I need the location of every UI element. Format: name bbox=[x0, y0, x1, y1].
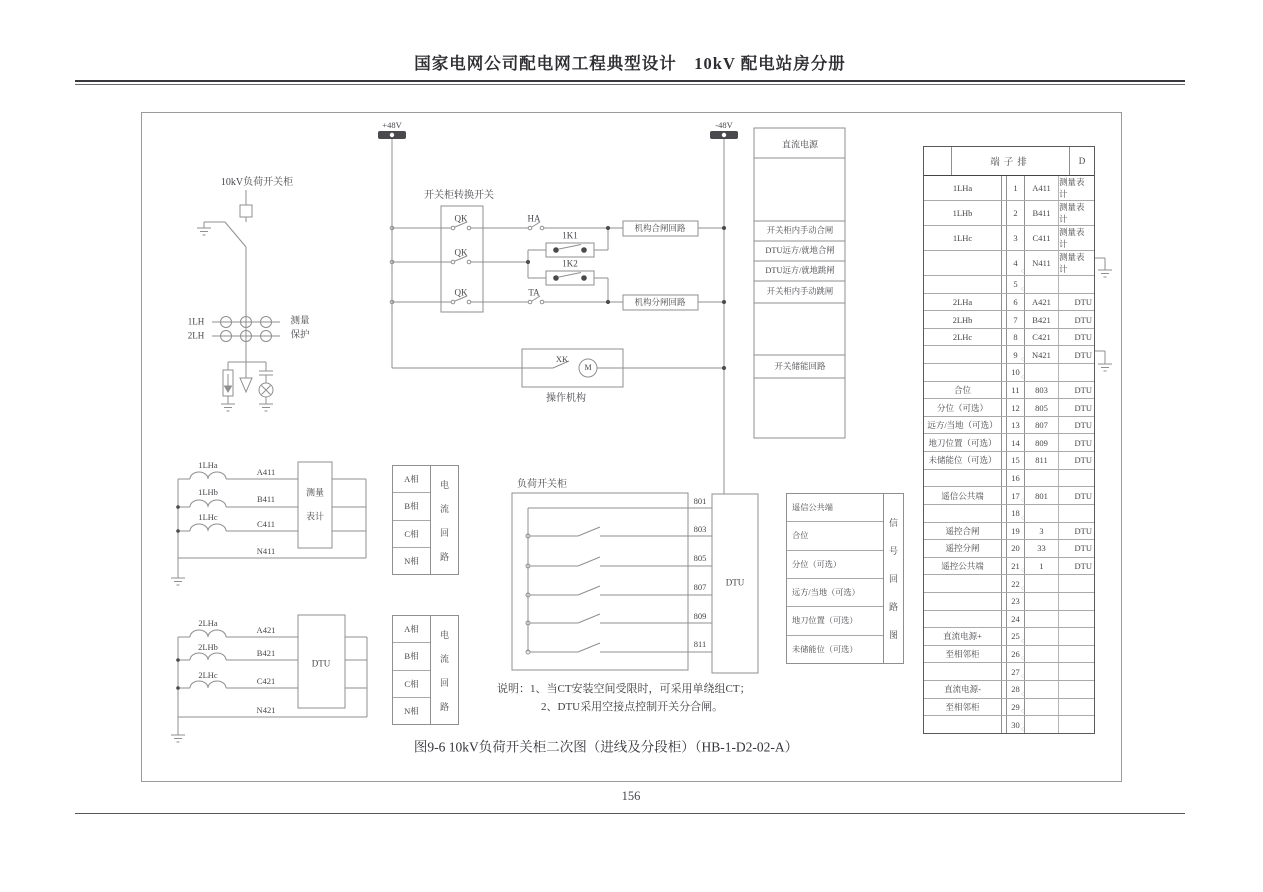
wire-809: 809 bbox=[693, 610, 707, 621]
terminal-header-blank bbox=[924, 147, 952, 175]
terminal-cell-wire: 807 bbox=[1025, 417, 1059, 434]
qk-label-3: QK bbox=[454, 287, 468, 298]
terminal-cell-wire: A421 bbox=[1025, 294, 1059, 311]
terminal-cell-wire: B421 bbox=[1025, 311, 1059, 328]
ct2-phase-a-name: 2LHa bbox=[198, 617, 218, 628]
terminal-cell-destination: 测量表计 bbox=[1059, 252, 1085, 274]
terminal-cell-number: 4 ○ bbox=[1007, 251, 1025, 275]
signal-row-closed: 合位 bbox=[787, 522, 883, 550]
terminal-cell-label bbox=[924, 276, 1002, 293]
terminal-row bbox=[924, 523, 1094, 541]
terminal-cell-destination bbox=[1059, 575, 1094, 592]
relay-1k2-label: 1K2 bbox=[562, 258, 578, 269]
relay-1k1-label: 1K1 bbox=[562, 230, 578, 241]
transfer-switch-label: 开关柜转换开关 bbox=[424, 190, 494, 201]
terminal-cell-number: 5 ○ bbox=[1007, 276, 1025, 293]
terminal-row bbox=[924, 628, 1094, 646]
terminal-cell-label: 远方/当地（可选） bbox=[924, 417, 1002, 434]
terminal-point-icon: ○ bbox=[1021, 567, 1025, 575]
bus-positive-label: +48V bbox=[382, 119, 402, 130]
signal-rows bbox=[787, 494, 884, 663]
terminal-row bbox=[924, 540, 1094, 558]
ct1-wire-b: B411 bbox=[256, 493, 276, 504]
signal-loop-vertical-label: 信 号 回 路 图 bbox=[888, 517, 898, 641]
terminal-cell-wire bbox=[1025, 470, 1059, 487]
phase-rows bbox=[393, 616, 431, 724]
terminal-cell-wire bbox=[1025, 646, 1059, 663]
terminal-cell-wire: 811 bbox=[1025, 452, 1059, 469]
wire-801: 801 bbox=[693, 495, 707, 506]
wire-805: 805 bbox=[693, 552, 707, 563]
ct1-name: 1LH bbox=[187, 316, 205, 327]
signal-row-not-charged: 未储能位（可选） bbox=[792, 644, 858, 654]
terminal-row bbox=[924, 575, 1094, 593]
terminal-point-icon: ○ bbox=[1021, 690, 1025, 698]
closing-circuit-label: 机构合闸回路 bbox=[634, 222, 686, 233]
dc-panel-row-dtu-close: DTU远方/就地合闸 bbox=[765, 245, 835, 255]
terminal-cell-label: 遥控分闸 bbox=[924, 540, 1002, 557]
xk-label: XK bbox=[555, 353, 569, 364]
terminal-cell-number: 26 ○ bbox=[1007, 646, 1025, 663]
footer-rule bbox=[75, 813, 1185, 814]
terminal-cell-label bbox=[924, 611, 1002, 628]
terminal-cell-number: 16 bbox=[1007, 470, 1025, 487]
terminal-cell-number: 21 ○ bbox=[1007, 558, 1025, 575]
terminal-cell-label: 遥控合闸 bbox=[924, 523, 1002, 540]
terminal-table-body bbox=[924, 176, 1094, 733]
terminal-cell-destination: DTU bbox=[1074, 543, 1092, 554]
terminal-row bbox=[924, 294, 1094, 312]
terminal-cell-number: 2 bbox=[1007, 201, 1025, 225]
terminal-cell-wire bbox=[1025, 593, 1059, 610]
terminal-cell-wire bbox=[1025, 505, 1059, 522]
terminal-point-icon: ○ bbox=[1021, 496, 1025, 504]
terminal-cell-label: 直流电源+ bbox=[924, 628, 1002, 645]
terminal-cell-destination bbox=[1059, 716, 1094, 733]
phase-a-row: A相 bbox=[393, 466, 430, 493]
ct1-phase-c-name: 1LHc bbox=[198, 511, 218, 522]
terminal-row bbox=[924, 611, 1094, 629]
terminal-cell-label: 2LHb bbox=[924, 311, 1002, 328]
ct2-wire-b: B421 bbox=[256, 647, 276, 658]
terminal-point-icon: ○ bbox=[1021, 637, 1025, 645]
terminal-cell-label bbox=[924, 716, 1002, 733]
opening-circuit-label: 机构分闸回路 bbox=[634, 296, 686, 307]
terminal-cell-number: 9 ○ bbox=[1007, 346, 1025, 363]
terminal-cell-wire: N411 bbox=[1025, 251, 1059, 275]
terminal-cell-destination: 测量表计 bbox=[1059, 227, 1085, 249]
terminal-cell-label: 2LHa bbox=[924, 294, 1002, 311]
terminal-row bbox=[924, 699, 1094, 717]
load-switch-signals bbox=[512, 493, 758, 673]
terminal-cell-label: 1LHc bbox=[924, 226, 1002, 250]
dc-panel-row-manual-close: 开关柜内手动合闸 bbox=[766, 225, 834, 235]
terminal-cell-label bbox=[924, 364, 1002, 381]
terminal-point-icon: ○ bbox=[1021, 373, 1025, 381]
single-line-diagram bbox=[197, 190, 280, 411]
note-line-1: 说明：1、当CT安装空间受限时，可采用单绕组CT； bbox=[497, 683, 751, 695]
phase-rows bbox=[393, 466, 431, 574]
terminal-header-title: 端子排 bbox=[952, 147, 1070, 175]
terminal-row bbox=[924, 593, 1094, 611]
terminal-cell-destination bbox=[1059, 646, 1094, 663]
terminal-cell-label: 至相邻柜 bbox=[924, 699, 1002, 716]
terminal-cell-destination bbox=[1059, 364, 1094, 381]
terminal-point-icon: ○ bbox=[1021, 514, 1025, 522]
terminal-cell-number: 27 ○ bbox=[1007, 663, 1025, 680]
terminal-row bbox=[924, 311, 1094, 329]
terminal-row bbox=[924, 470, 1094, 488]
terminal-cell-destination: DTU bbox=[1074, 384, 1092, 395]
note-line-2: 2、DTU采用空接点控制开关分合闸。 bbox=[541, 701, 724, 713]
qk-label-1: QK bbox=[454, 213, 468, 224]
terminal-cell-destination bbox=[1059, 699, 1094, 716]
terminal-cell-destination bbox=[1059, 505, 1094, 522]
phase-c-row: C相 bbox=[393, 521, 430, 548]
terminal-row bbox=[924, 716, 1094, 733]
page-header-title: 国家电网公司配电网工程典型设计 10kV 配电站房分册 bbox=[414, 53, 846, 73]
terminal-cell-number: 6 bbox=[1007, 294, 1025, 311]
terminal-cell-number: 25 ○ bbox=[1007, 628, 1025, 645]
terminal-cell-label: 1LHa bbox=[924, 176, 1002, 200]
qk-label-2: QK bbox=[454, 247, 468, 258]
terminal-cell-wire bbox=[1025, 611, 1059, 628]
terminal-row bbox=[924, 663, 1094, 681]
signal-row-earth-switch: 地刀位置（可选） bbox=[787, 607, 883, 635]
ct2-name: 2LH bbox=[187, 330, 205, 341]
terminal-cell-wire: 805 bbox=[1025, 399, 1059, 416]
terminal-cell-label: 地刀位置（可选） bbox=[924, 434, 1002, 451]
protect-label: 保护 bbox=[290, 330, 310, 341]
terminal-row bbox=[924, 251, 1094, 276]
ct1-wire-n: N411 bbox=[256, 545, 276, 556]
single-line-title: 10kV负荷开关柜 bbox=[220, 177, 294, 188]
dtu-box-label: DTU bbox=[725, 577, 745, 588]
terminal-cell-number: 29 ○ bbox=[1007, 699, 1025, 716]
terminal-row bbox=[924, 487, 1094, 505]
dc-panel-row-power: 直流电源 bbox=[781, 139, 819, 150]
terminal-table-header bbox=[924, 147, 1094, 176]
terminal-row bbox=[924, 417, 1094, 435]
terminal-row bbox=[924, 558, 1094, 576]
terminal-cell-label bbox=[924, 505, 1002, 522]
measure-label: 测量 bbox=[290, 316, 310, 327]
terminal-cell-wire bbox=[1025, 663, 1059, 680]
terminal-cell-wire bbox=[1025, 699, 1059, 716]
terminal-row bbox=[924, 276, 1094, 294]
terminal-point-icon: ○ bbox=[1021, 725, 1025, 733]
terminal-cell-label bbox=[924, 663, 1002, 680]
terminal-row bbox=[924, 681, 1094, 699]
terminal-cell-destination bbox=[1059, 593, 1094, 610]
current-loop-vertical-label: 电 流 回 路 bbox=[439, 629, 449, 712]
ta-label: TA bbox=[528, 287, 540, 298]
terminal-point-icon: ○ bbox=[1021, 285, 1025, 293]
signal-row-open: 分位（可选） bbox=[787, 551, 883, 579]
signal-row-common: 遥信公共端 bbox=[787, 494, 883, 522]
terminal-row bbox=[924, 364, 1094, 382]
terminal-cell-destination: DTU bbox=[1074, 561, 1092, 572]
terminal-header-col-d: D bbox=[1078, 156, 1086, 166]
terminal-cell-number: 1 bbox=[1007, 176, 1025, 200]
terminal-cell-number: 30 ○ bbox=[1007, 716, 1025, 733]
terminal-cell-wire: 33 bbox=[1025, 540, 1059, 557]
terminal-cell-number: 18 ○ bbox=[1007, 505, 1025, 522]
wire-811: 811 bbox=[693, 638, 707, 649]
terminal-row bbox=[924, 329, 1094, 347]
terminal-cell-label: 合位 bbox=[924, 382, 1002, 399]
terminal-cell-destination: DTU bbox=[1074, 490, 1092, 501]
terminal-cell-number: 13 bbox=[1007, 417, 1025, 434]
terminal-point-icon: ○ bbox=[1021, 268, 1025, 275]
terminal-point-icon: ○ bbox=[1021, 708, 1025, 716]
terminal-cell-wire: N421 bbox=[1025, 346, 1059, 363]
ct1-wire-a: A411 bbox=[256, 466, 276, 477]
phase-n-row: N相 bbox=[404, 555, 419, 566]
terminal-grounds bbox=[1093, 258, 1112, 371]
terminal-cell-wire: 801 bbox=[1025, 487, 1059, 504]
terminal-cell-label: 未储能位（可选） bbox=[924, 452, 1002, 469]
terminal-row bbox=[924, 382, 1094, 400]
terminal-cell-label: 遥控公共端 bbox=[924, 558, 1002, 575]
terminal-cell-number: 23 bbox=[1007, 593, 1025, 610]
ct1-wire-c: C411 bbox=[256, 518, 276, 529]
motor-label: M bbox=[584, 363, 592, 372]
terminal-cell-number: 11 bbox=[1007, 382, 1025, 399]
terminal-cell-label bbox=[924, 593, 1002, 610]
terminal-cell-destination: DTU bbox=[1074, 420, 1092, 431]
terminal-cell-wire: B411 bbox=[1025, 201, 1059, 225]
terminal-cell-label bbox=[924, 470, 1002, 487]
terminal-cell-number: 17 ○ bbox=[1007, 487, 1025, 504]
terminal-cell-wire: C411 bbox=[1025, 226, 1059, 250]
terminal-cell-destination: DTU bbox=[1074, 332, 1092, 343]
terminal-cell-number: 8 bbox=[1007, 329, 1025, 346]
mechanism-label: 操作机构 bbox=[546, 393, 586, 404]
terminal-point-icon: ○ bbox=[1021, 655, 1025, 663]
terminal-cell-label: 直流电源- bbox=[924, 681, 1002, 698]
ct2-phase-c-name: 2LHc bbox=[198, 669, 218, 680]
terminal-cell-destination: DTU bbox=[1074, 437, 1092, 448]
terminal-cell-wire bbox=[1025, 681, 1059, 698]
dc-panel-box bbox=[754, 128, 845, 438]
terminal-cell-destination bbox=[1059, 663, 1094, 680]
current-loop-legend-1 bbox=[392, 465, 459, 575]
terminal-row bbox=[924, 176, 1094, 201]
dc-panel-row-dtu-trip: DTU远方/就地跳闸 bbox=[765, 265, 835, 275]
terminal-cell-label bbox=[924, 251, 1002, 275]
terminal-cell-label: 至相邻柜 bbox=[924, 646, 1002, 663]
terminal-cell-wire bbox=[1025, 364, 1059, 381]
bus-negative-label: -48V bbox=[715, 119, 733, 130]
dc-panel-row-manual-trip: 开关柜内手动跳闸 bbox=[766, 286, 834, 296]
terminal-cell-number: 20 bbox=[1007, 540, 1025, 557]
terminal-cell-number: 14 bbox=[1007, 434, 1025, 451]
figure-caption: 图9-6 10kV负荷开关柜二次图（进线及分段柜）（HB-1-D2-02-A） bbox=[413, 739, 799, 755]
signal-row-remote-local: 远方/当地（可选） bbox=[787, 579, 883, 607]
meter-box-line2: 表计 bbox=[305, 511, 325, 522]
terminal-cell-number: 15 bbox=[1007, 452, 1025, 469]
terminal-cell-label bbox=[924, 575, 1002, 592]
terminal-cell-destination: DTU bbox=[1074, 296, 1092, 307]
phase-n-row: N相 bbox=[404, 705, 419, 716]
ct1-phase-b-name: 1LHb bbox=[198, 486, 218, 497]
wire-807: 807 bbox=[693, 581, 707, 592]
terminal-strip-table bbox=[923, 146, 1095, 734]
terminal-cell-destination: 测量表计 bbox=[1059, 177, 1085, 199]
terminal-cell-label: 2LHc bbox=[924, 329, 1002, 346]
load-switch-title: 负荷开关柜 bbox=[517, 479, 567, 490]
ct2-phase-b-name: 2LHb bbox=[198, 641, 218, 652]
terminal-row bbox=[924, 505, 1094, 523]
terminal-cell-destination bbox=[1059, 470, 1094, 487]
terminal-row bbox=[924, 346, 1094, 364]
terminal-cell-wire bbox=[1025, 716, 1059, 733]
terminal-cell-wire: A411 bbox=[1025, 176, 1059, 200]
terminal-point-icon: ○ bbox=[1021, 584, 1025, 592]
terminal-cell-destination bbox=[1059, 628, 1094, 645]
ct2-wire-n: N421 bbox=[256, 704, 276, 715]
phase-b-row: B相 bbox=[393, 643, 430, 670]
terminal-cell-wire bbox=[1025, 575, 1059, 592]
ct2-wire-a: A421 bbox=[256, 624, 276, 635]
dc-panel-row-energy: 开关储能回路 bbox=[774, 360, 826, 371]
page-number: 156 bbox=[621, 788, 641, 803]
terminal-cell-destination bbox=[1059, 276, 1094, 293]
terminal-cell-label bbox=[924, 346, 1002, 363]
terminal-cell-label: 分位（可选） bbox=[924, 399, 1002, 416]
terminal-cell-destination: DTU bbox=[1074, 455, 1092, 466]
terminal-cell-number: 10 ○ bbox=[1007, 364, 1025, 381]
terminal-cell-number: 19 bbox=[1007, 523, 1025, 540]
terminal-cell-wire: 3 bbox=[1025, 523, 1059, 540]
terminal-cell-destination: DTU bbox=[1074, 525, 1092, 536]
ct1-phase-a-name: 1LHa bbox=[198, 459, 218, 470]
phase-b-row: B相 bbox=[393, 493, 430, 520]
terminal-cell-destination bbox=[1059, 681, 1094, 698]
current-loop-vertical-label: 电 流 回 路 bbox=[439, 479, 449, 562]
terminal-cell-wire: 803 bbox=[1025, 382, 1059, 399]
terminal-cell-label: 遥信公共端 bbox=[924, 487, 1002, 504]
wire-803: 803 bbox=[693, 523, 707, 534]
meter-box-line1: 测量 bbox=[305, 487, 325, 498]
terminal-cell-number: 22 ○ bbox=[1007, 575, 1025, 592]
terminal-row bbox=[924, 452, 1094, 470]
terminal-cell-number: 12 bbox=[1007, 399, 1025, 416]
ct2-wire-c: C421 bbox=[256, 675, 276, 686]
ct2-dtu-box-label: DTU bbox=[311, 658, 331, 669]
terminal-cell-destination: DTU bbox=[1074, 314, 1092, 325]
current-loop-legend-2 bbox=[392, 615, 459, 725]
terminal-row bbox=[924, 434, 1094, 452]
terminal-cell-number: 3 bbox=[1007, 226, 1025, 250]
phase-a-row: A相 bbox=[393, 616, 430, 643]
terminal-row bbox=[924, 399, 1094, 417]
terminal-cell-destination: DTU bbox=[1074, 349, 1092, 360]
phase-c-row: C相 bbox=[393, 671, 430, 698]
terminal-cell-number: 24 bbox=[1007, 611, 1025, 628]
terminal-cell-wire bbox=[1025, 628, 1059, 645]
terminal-point-icon: ○ bbox=[1021, 356, 1025, 364]
signal-circuit-legend bbox=[786, 493, 904, 664]
terminal-cell-label: 1LHb bbox=[924, 201, 1002, 225]
terminal-cell-wire: 809 bbox=[1025, 434, 1059, 451]
terminal-cell-wire: C421 bbox=[1025, 329, 1059, 346]
terminal-row bbox=[924, 201, 1094, 226]
terminal-point-icon: ○ bbox=[1021, 673, 1025, 681]
terminal-cell-number: 28 ○ bbox=[1007, 681, 1025, 698]
terminal-cell-wire: 1 bbox=[1025, 558, 1059, 575]
terminal-cell-destination bbox=[1059, 611, 1094, 628]
terminal-cell-wire bbox=[1025, 276, 1059, 293]
ha-label: HA bbox=[527, 213, 541, 224]
terminal-cell-number: 7 bbox=[1007, 311, 1025, 328]
terminal-row bbox=[924, 226, 1094, 251]
terminal-row bbox=[924, 646, 1094, 664]
terminal-cell-destination: 测量表计 bbox=[1059, 202, 1085, 224]
terminal-cell-destination: DTU bbox=[1074, 402, 1092, 413]
